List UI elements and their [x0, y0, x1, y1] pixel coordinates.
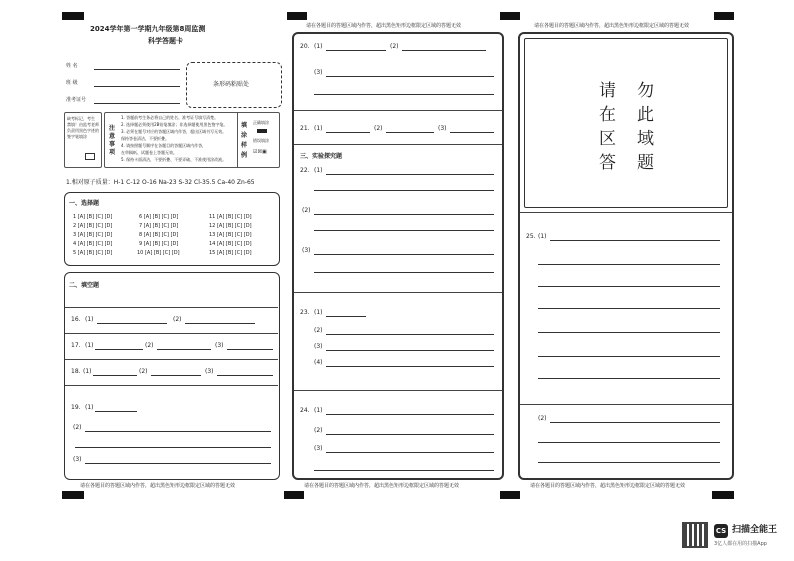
- answer-blank[interactable]: [314, 94, 494, 95]
- answer-label: (2): [145, 342, 154, 349]
- answer-blank[interactable]: [326, 366, 494, 367]
- answer-label: (1): [314, 125, 323, 132]
- answer-blank[interactable]: [538, 442, 720, 443]
- answer-blank[interactable]: [151, 375, 201, 376]
- question-number: 23.: [300, 309, 310, 316]
- answer-label: (2): [173, 316, 182, 323]
- answer-label: (2): [139, 368, 148, 375]
- correct-fill-sample: [257, 129, 267, 133]
- registration-mark: [500, 491, 520, 499]
- answer-blank[interactable]: [314, 190, 494, 191]
- choice-row[interactable]: 7 [A] [B] [C] [D]: [139, 223, 179, 229]
- notice-item: 保持答卷清洁，不要折叠。: [121, 136, 169, 141]
- notice-box: [104, 112, 280, 168]
- answer-blank[interactable]: [450, 132, 494, 133]
- answer-label: (3): [215, 342, 224, 349]
- footer-note: 请在各题目的答题区域内作答，超出黑色矩形边框限定区域的答题无效: [80, 483, 236, 489]
- absent-text: 负责用黑色字迹的: [67, 128, 99, 133]
- registration-mark: [287, 12, 307, 20]
- absent-text: 禁填！由监考老师: [67, 122, 99, 127]
- absent-checkbox[interactable]: [85, 153, 95, 160]
- question-number: 22.: [300, 167, 310, 174]
- answer-label: (2): [73, 424, 82, 431]
- answer-blank[interactable]: [326, 414, 494, 415]
- barcode-area: [186, 62, 282, 108]
- wrong-fill-label: 错误填涂: [253, 138, 269, 143]
- choice-row[interactable]: 13 [A] [B] [C] [D]: [209, 232, 252, 238]
- class-field[interactable]: [94, 86, 180, 87]
- answer-blank[interactable]: [402, 50, 486, 51]
- registration-mark: [62, 491, 84, 499]
- section-title: 二、填空题: [69, 282, 100, 289]
- answer-label: (3): [73, 456, 82, 463]
- answer-blank[interactable]: [185, 323, 255, 324]
- atomic-mass-line: 1.相对原子质量：H-1 C-12 O-16 Na-23 S-32 Cl-35.5 Ca-40 Zn-65: [66, 179, 255, 186]
- absent-text: 签字笔填涂: [67, 134, 87, 139]
- answer-blank[interactable]: [93, 375, 137, 376]
- answer-label: (1): [85, 316, 94, 323]
- forbidden-char: 在: [599, 105, 616, 125]
- question-number: 24.: [300, 407, 310, 414]
- forbidden-char: 勿: [637, 81, 654, 101]
- name-label: 姓 名: [66, 63, 78, 69]
- answer-label: (1): [538, 233, 547, 240]
- absent-mark-box: [64, 112, 102, 168]
- answer-blank[interactable]: [550, 422, 720, 423]
- page-subtitle: 科学答题卡: [148, 37, 183, 45]
- answer-blank[interactable]: [538, 308, 720, 309]
- answer-blank[interactable]: [217, 375, 273, 376]
- answer-blank[interactable]: [95, 411, 137, 412]
- forbidden-char: 题: [637, 153, 654, 173]
- answer-label: (3): [438, 125, 447, 132]
- answer-blank[interactable]: [538, 264, 720, 265]
- notice-item: 1. 答题前考生务必将自己的姓名、准考证号填写清楚。: [121, 115, 219, 120]
- answer-label: (1): [83, 368, 92, 375]
- choice-row[interactable]: 3 [A] [B] [C] [D]: [73, 232, 113, 238]
- answer-label: (1): [85, 342, 94, 349]
- notice-item: 在草稿纸、试题卷上答题无效。: [121, 150, 177, 155]
- question-number: 25.: [526, 233, 536, 240]
- forbidden-char: 此: [637, 105, 654, 125]
- choice-row[interactable]: 4 [A] [B] [C] [D]: [73, 241, 113, 247]
- answer-blank[interactable]: [326, 132, 370, 133]
- scanner-title: 扫描全能王: [732, 525, 778, 535]
- notice-label: 注意事项: [109, 125, 116, 156]
- choice-row[interactable]: 11 [A] [B] [C] [D]: [209, 214, 252, 220]
- choice-row[interactable]: 5 [A] [B] [C] [D]: [73, 250, 113, 256]
- top-note: 请在各题目的答题区域内作答，超出黑色矩形边框限定区域的答题无效: [534, 23, 690, 29]
- registration-mark: [62, 12, 84, 20]
- notice-item: 5. 保持卡面清洁，不要折叠、不要弄破、不准使用涂改液。: [121, 157, 227, 162]
- question-number: 21.: [300, 125, 310, 132]
- question-number: 17.: [71, 342, 81, 349]
- answer-blank[interactable]: [538, 462, 720, 463]
- answer-blank[interactable]: [326, 452, 494, 453]
- footer-note: 请在各题目的答题区域内作答，超出黑色矩形边框限定区域的答题无效: [304, 483, 460, 489]
- question-number: 18.: [71, 368, 81, 375]
- answer-blank[interactable]: [326, 76, 494, 77]
- answer-blank[interactable]: [97, 323, 167, 324]
- choice-row[interactable]: 2 [A] [B] [C] [D]: [73, 223, 113, 229]
- fill-blank-section: [64, 272, 280, 480]
- answer-blank[interactable]: [550, 240, 720, 241]
- choice-row[interactable]: 10 [A] [B] [C] [D]: [137, 250, 180, 256]
- choice-row[interactable]: 6 [A] [B] [C] [D]: [139, 214, 179, 220]
- answer-blank[interactable]: [85, 431, 271, 432]
- fill-example-label: 填涂样例: [241, 122, 248, 159]
- answer-blank[interactable]: [538, 286, 720, 287]
- answer-blank[interactable]: [314, 272, 494, 273]
- page-title: 2024学年第一学期九年级第8周监测: [90, 25, 206, 33]
- choice-row[interactable]: 12 [A] [B] [C] [D]: [209, 223, 252, 229]
- answer-blank[interactable]: [326, 434, 494, 435]
- registration-mark: [714, 12, 734, 20]
- answer-label: (3): [314, 343, 323, 350]
- registration-mark: [500, 12, 520, 20]
- answer-label: (3): [314, 69, 323, 76]
- choice-row[interactable]: 15 [A] [B] [C] [D]: [209, 250, 252, 256]
- choice-section: [64, 192, 280, 266]
- scanner-logo-icon: CS: [714, 524, 728, 538]
- answer-blank[interactable]: [314, 254, 494, 255]
- answer-label: (1): [314, 167, 323, 174]
- no-answer-zone: [524, 38, 728, 208]
- answer-blank[interactable]: [538, 332, 720, 333]
- class-label: 班 级: [66, 80, 78, 86]
- answer-blank[interactable]: [326, 350, 494, 351]
- answer-blank[interactable]: [314, 230, 494, 231]
- answer-blank[interactable]: [326, 334, 494, 335]
- choice-row[interactable]: 9 [A] [B] [C] [D]: [139, 241, 179, 247]
- forbidden-char: 请: [599, 81, 616, 101]
- answer-label: (1): [85, 404, 94, 411]
- question-number: 19.: [71, 404, 81, 411]
- answer-blank[interactable]: [386, 132, 434, 133]
- answer-blank[interactable]: [326, 50, 386, 51]
- answer-blank[interactable]: [227, 349, 273, 350]
- answer-blank[interactable]: [157, 349, 211, 350]
- notice-item: 2. 选择题必须使用2B铅笔填涂；非选择题使用黑色签字笔。: [121, 122, 228, 127]
- answer-label: (2): [314, 427, 323, 434]
- absent-text: 缺考标记，考生: [67, 116, 95, 121]
- answer-label: (1): [314, 407, 323, 414]
- answer-blank[interactable]: [85, 463, 271, 464]
- answer-blank[interactable]: [314, 214, 494, 215]
- answer-label: (1): [314, 309, 323, 316]
- id-label: 准考证号: [66, 97, 87, 103]
- answer-column-3: [518, 32, 734, 480]
- choice-row[interactable]: 1 [A] [B] [C] [D]: [73, 214, 113, 220]
- answer-label: (3): [205, 368, 214, 375]
- answer-blank[interactable]: [538, 356, 720, 357]
- question-number: 16.: [71, 316, 81, 323]
- forbidden-char: 区: [599, 129, 616, 149]
- question-number: 20.: [300, 43, 310, 50]
- top-note: 请在各题目的答题区域内作答，超出黑色矩形边框限定区域的答题无效: [306, 23, 462, 29]
- answer-label: (3): [302, 247, 311, 254]
- forbidden-char: 答: [599, 153, 616, 173]
- section-title: 三、实验探究题: [300, 153, 343, 160]
- correct-fill-label: 正确填涂: [253, 120, 269, 125]
- footer-note: 请在各题目的答题区域内作答，超出黑色矩形边框限定区域的答题无效: [530, 483, 686, 489]
- answer-label: (2): [314, 327, 323, 334]
- registration-mark: [712, 491, 734, 499]
- notice-item: 4. 请按照题号顺序在各题目的答题区域内作答，: [121, 143, 207, 148]
- barcode-label: 条形码粘贴处: [213, 81, 250, 88]
- answer-blank[interactable]: [75, 447, 271, 448]
- answer-label: (2): [390, 43, 399, 50]
- answer-blank[interactable]: [538, 378, 720, 379]
- notice-item: 3. 必须在题号对应的答题区域内作答，超出区域书写无效。: [121, 129, 227, 134]
- scanner-subtitle: 3亿人都在用的扫描App: [714, 541, 767, 547]
- id-field[interactable]: [94, 103, 180, 104]
- answer-label: (1): [314, 43, 323, 50]
- forbidden-char: 域: [637, 129, 654, 149]
- answer-blank[interactable]: [314, 470, 494, 471]
- choice-row[interactable]: 14 [A] [B] [C] [D]: [209, 241, 252, 247]
- answer-label: (3): [314, 445, 323, 452]
- answer-blank[interactable]: [326, 316, 366, 317]
- qr-code-icon: [682, 522, 708, 548]
- answer-column-2: [292, 32, 504, 480]
- choice-row[interactable]: 8 [A] [B] [C] [D]: [139, 232, 179, 238]
- answer-label: (4): [314, 359, 323, 366]
- answer-blank[interactable]: [326, 174, 494, 175]
- wrong-fill-sample: ☑☒▣: [253, 149, 267, 155]
- registration-mark: [284, 491, 304, 499]
- answer-label: (2): [538, 415, 547, 422]
- name-field[interactable]: [94, 69, 180, 70]
- answer-label: (2): [374, 125, 383, 132]
- section-title: 一、选择题: [69, 200, 100, 207]
- answer-label: (2): [302, 207, 311, 214]
- answer-blank[interactable]: [95, 349, 143, 350]
